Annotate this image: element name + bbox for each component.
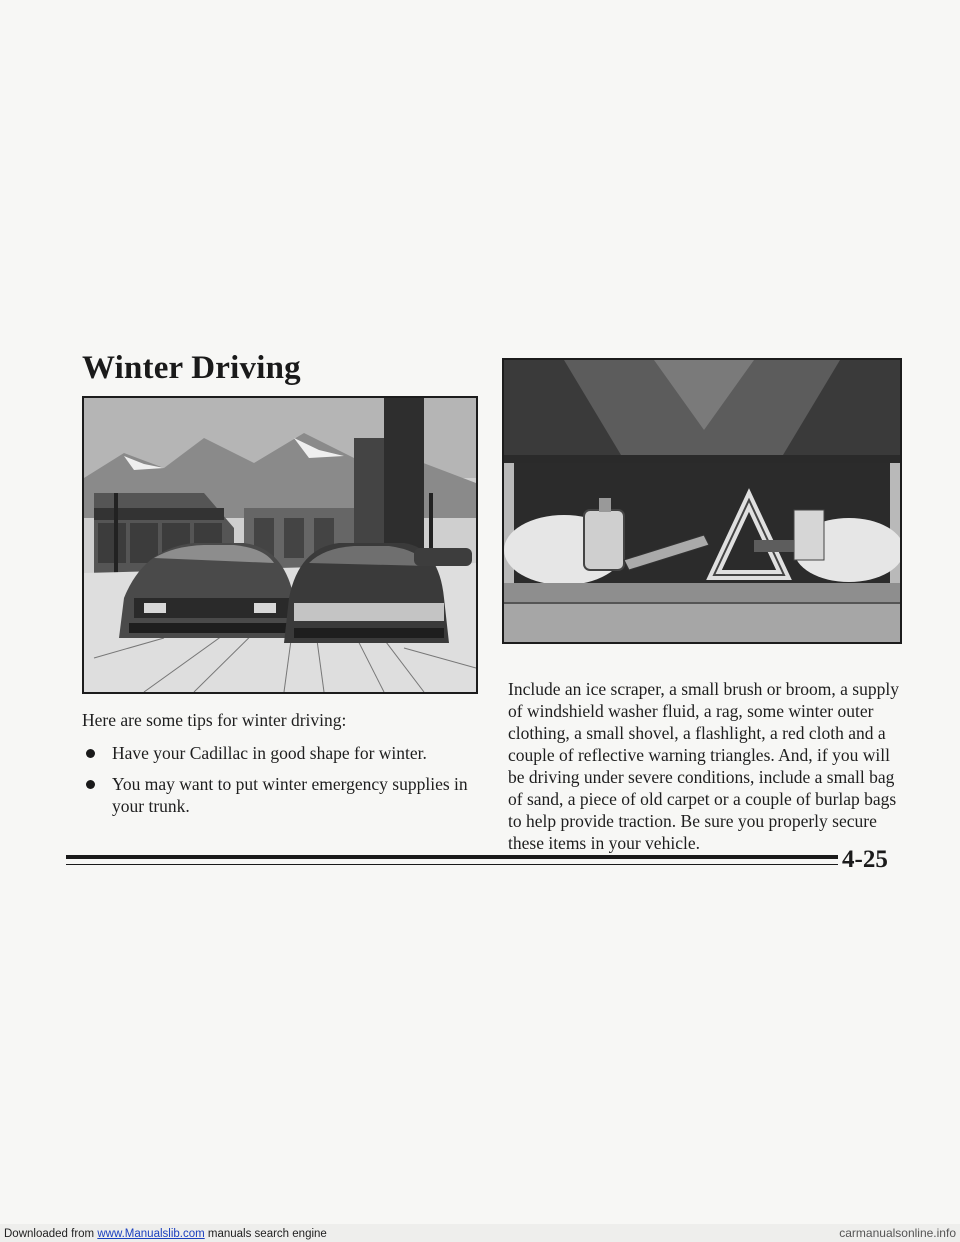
tip-text: You may want to put winter emergency supplies in your trunk. <box>112 774 468 816</box>
bullet-icon <box>86 749 95 758</box>
page-title: Winter Driving <box>82 350 301 386</box>
watermark-text: carmanualsonline.info <box>839 1226 956 1240</box>
trunk-supplies-illustration <box>502 358 902 644</box>
tip-text: Have your Cadillac in good shape for winter. <box>112 743 427 763</box>
footer-rule <box>66 855 838 859</box>
page-number: 4-25 <box>842 846 888 873</box>
download-source <box>4 1228 327 1240</box>
supplies-paragraph: Include an ice scraper, a small brush or broom, a supply of windshield washer fluid, a rag, some winter outer clothing, a small shovel, a flashlight, a red cloth and a couple of reflective warning triangles. And, if you will be driving under severe conditions, include a small bag of sand, a piece of old carpet or a couple of burlap bags to help provide traction. Be sure you properly secure these items in your vehicle. <box>508 679 899 853</box>
winter-street-illustration <box>82 396 478 694</box>
footer-suffix: manuals search engine <box>204 1228 327 1240</box>
intro-text: Here are some tips for winter driving: <box>82 710 347 730</box>
footer-prefix: Downloaded from <box>4 1228 98 1240</box>
list-item <box>82 773 482 817</box>
winter-street-drawing <box>84 398 476 692</box>
footer-rule-thin <box>66 864 838 865</box>
manualslib-link[interactable]: www.Manualslib.com <box>97 1228 205 1240</box>
download-footer <box>0 1224 960 1242</box>
bullet-icon <box>86 780 95 789</box>
winter-tips-list <box>82 742 482 826</box>
trunk-drawing <box>504 360 900 642</box>
list-item <box>82 742 482 764</box>
